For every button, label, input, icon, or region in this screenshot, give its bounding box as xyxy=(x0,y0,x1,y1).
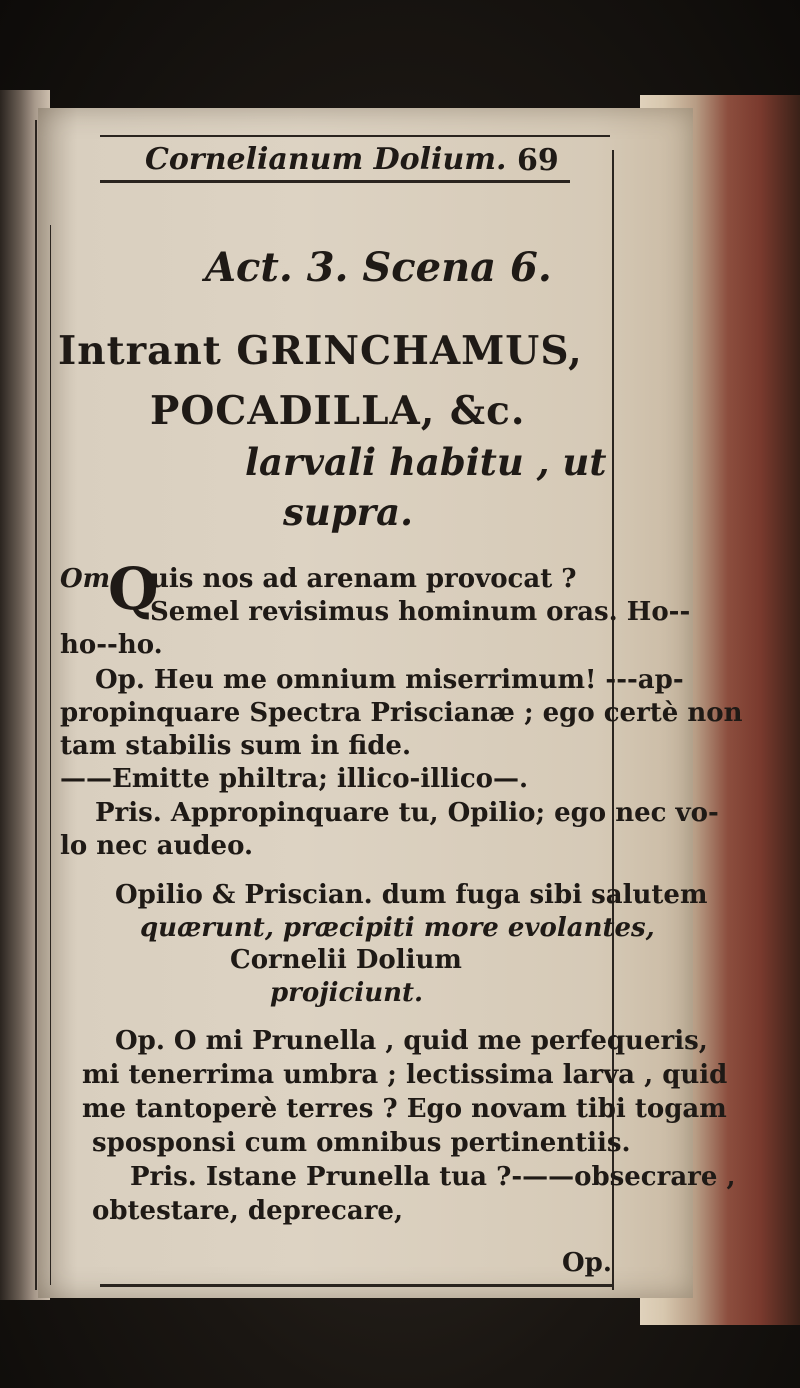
scene-title: Act. 3. Scena 6. xyxy=(205,244,552,291)
dialogue-line-1: uis nos ad arenam provocat ? xyxy=(150,564,577,594)
dialogue2-line-6: obtestare, deprecare, xyxy=(92,1196,404,1226)
dialogue-line-7: ——Emitte philtra; illico-illico—. xyxy=(60,764,529,794)
header-rule-top xyxy=(100,135,610,137)
dialogue-line-4: Op. Heu me omnium miserrimum! ---ap- xyxy=(95,665,684,695)
dialogue-line-3: ho--ho. xyxy=(60,630,163,660)
dialogue2-line-5: Pris. Istane Prunella tua ?-——obsecrare , xyxy=(130,1162,736,1192)
dialogue-line-8: Pris. Appropinquare tu, Opilio; ego nec vo- xyxy=(95,798,719,828)
stage-direction-line-1: Opilio & Priscian. dum fuga sibi salutem xyxy=(115,880,708,910)
heading-line-1: Intrant GRINCHAMUS, xyxy=(58,328,583,374)
dialogue-line-9: lo nec audeo. xyxy=(60,831,254,861)
catchword: Op. xyxy=(562,1248,612,1278)
dialogue-line-6: tam stabilis sum in fide. xyxy=(60,731,412,761)
dialogue2-line-3: me tantoperè terres ? Ego novam tibi togam xyxy=(82,1094,727,1124)
dialogue2-line-1: Op. O mi Prunella , quid me perfequeris, xyxy=(115,1026,708,1056)
dialogue-line-2: Semel revisimus hominum oras. Ho-- xyxy=(150,597,691,627)
stage-direction-line-3: Cornelii Dolium xyxy=(230,945,462,975)
header-rule-bottom xyxy=(100,180,570,183)
drop-cap: Q xyxy=(108,555,159,623)
dialogue2-line-4: sposponsi cum omnibus pertinentiis. xyxy=(92,1128,631,1158)
dialogue-line-5: propinquare Spectra Priscianæ ; ego certè non xyxy=(60,698,743,728)
heading-line-3: larvali habitu , ut xyxy=(245,440,607,484)
frame-left-outer xyxy=(35,120,37,1290)
frame-left-inner xyxy=(50,225,51,1285)
running-head: Cornelianum Dolium. xyxy=(145,142,507,177)
stage-direction-line-4: projiciunt. xyxy=(270,978,424,1008)
speaker-label: Om. xyxy=(60,564,120,594)
page-number: 69 xyxy=(517,143,559,178)
stage-direction-line-2: quærunt, præcipiti more evolantes, xyxy=(140,913,655,943)
heading-line-4: supra. xyxy=(283,490,413,534)
heading-line-2: POCADILLA, &c. xyxy=(150,388,526,434)
frame-bottom xyxy=(100,1284,612,1287)
dialogue2-line-2: mi tenerrima umbra ; lectissima larva , quid xyxy=(82,1060,728,1090)
